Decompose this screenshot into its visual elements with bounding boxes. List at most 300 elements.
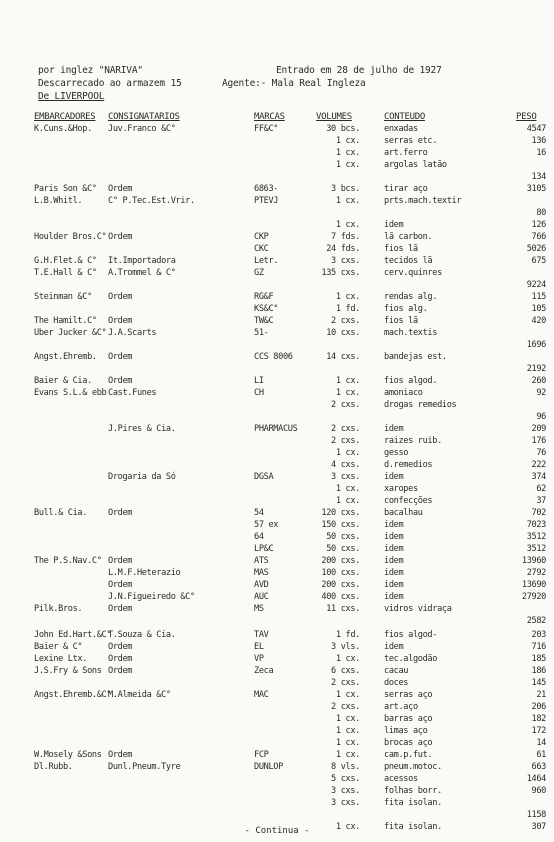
consignee-cell: Ordem: [108, 292, 133, 302]
consignee-cell: T.Souza & Cia.: [108, 630, 176, 640]
content-cell: confecções: [384, 496, 433, 506]
mark-cell: 64: [254, 532, 264, 542]
volume-cell: 10 cxs.: [326, 328, 360, 338]
weight-cell: 105: [531, 304, 546, 314]
table-row: [0, 364, 554, 375]
weight-cell: 115: [531, 292, 546, 302]
table-row: [0, 172, 554, 183]
table-row: [0, 580, 554, 591]
mark-cell: LP&C: [254, 544, 274, 554]
content-cell: vidros vidraça: [384, 604, 452, 614]
consignee-cell: Ordem: [108, 556, 133, 566]
table-row: [0, 316, 554, 327]
weight-cell: 80: [536, 208, 546, 218]
table-row: [0, 220, 554, 231]
volume-cell: 400 cxs.: [321, 592, 360, 602]
mark-cell: PTEVJ: [254, 196, 279, 206]
volume-cell: 1 cx.: [335, 196, 360, 206]
weight-cell: 182: [531, 714, 546, 724]
volume-cell: 1 cx.: [335, 738, 360, 748]
content-cell: tecidos lã: [384, 256, 433, 266]
volume-cell: 11 cxs.: [326, 604, 360, 614]
content-cell: idem: [384, 424, 404, 434]
weight-cell: 92: [536, 388, 546, 398]
weight-cell: 186: [531, 666, 546, 676]
mark-cell: CKC: [254, 244, 269, 254]
mark-cell: Zeca: [254, 666, 274, 676]
shipper-cell: Steinman &C°: [34, 292, 92, 302]
content-cell: acessos: [384, 774, 418, 784]
content-cell: d.remedios: [384, 460, 433, 470]
volume-cell: 150 cxs.: [321, 520, 360, 530]
mark-cell: VP: [254, 654, 264, 664]
mark-cell: 51-: [254, 328, 269, 338]
volume-cell: 1 cx.: [335, 496, 360, 506]
table-row: [0, 750, 554, 761]
table-row: [0, 702, 554, 713]
mark-cell: AUC: [254, 592, 269, 602]
table-row: [0, 544, 554, 555]
content-cell: cacau: [384, 666, 409, 676]
table-row: [0, 148, 554, 159]
shipper-cell: Uber Jucker &C°: [34, 328, 107, 338]
content-cell: raizes ruib.: [384, 436, 442, 446]
mark-cell: DUNLOP: [254, 762, 283, 772]
volume-cell: 200 cxs.: [321, 556, 360, 566]
mark-cell: GZ: [254, 268, 264, 278]
weight-cell: 27920: [521, 592, 546, 602]
mark-cell: RG&F: [254, 292, 274, 302]
content-cell: idem: [384, 580, 404, 590]
agent: Agente:- Mala Real Ingleza: [222, 78, 366, 89]
content-cell: fios lã: [384, 244, 418, 254]
weight-cell: 3105: [526, 184, 546, 194]
consignee-cell: J.Pires & Cia.: [108, 424, 176, 434]
weight-cell: 1696: [526, 340, 546, 350]
content-cell: art.ferro: [384, 148, 428, 158]
table-row: [0, 376, 554, 387]
weight-cell: 1158: [526, 810, 546, 820]
table-row: [0, 630, 554, 641]
consignee-cell: Ordem: [108, 666, 133, 676]
table-row: [0, 160, 554, 171]
shipper-cell: Baier & C°: [34, 642, 83, 652]
table-row: [0, 244, 554, 255]
volume-cell: 3 cxs.: [331, 786, 360, 796]
weight-cell: 172: [531, 726, 546, 736]
table-row: [0, 666, 554, 677]
table-row: [0, 762, 554, 773]
weight-cell: 176: [531, 436, 546, 446]
volume-cell: 24 fds.: [326, 244, 360, 254]
weight-cell: 13690: [521, 580, 546, 590]
consignee-cell: C° P.Tec.Est.Vrir.: [108, 196, 195, 206]
content-cell: pneum.motoc.: [384, 762, 442, 772]
weight-cell: 61: [536, 750, 546, 760]
weight-cell: 2792: [526, 568, 546, 578]
weight-cell: 260: [531, 376, 546, 386]
weight-cell: 185: [531, 654, 546, 664]
volume-cell: 4 cxs.: [331, 460, 360, 470]
content-cell: idem: [384, 556, 404, 566]
weight-cell: 7023: [526, 520, 546, 530]
weight-cell: 2192: [526, 364, 546, 374]
content-cell: idem: [384, 568, 404, 578]
col-consignees: CONSIGNATARIOS: [108, 112, 180, 122]
mark-cell: MS: [254, 604, 264, 614]
table-row: [0, 520, 554, 531]
content-cell: gesso: [384, 448, 409, 458]
content-cell: idem: [384, 472, 404, 482]
content-cell: tirar aço: [384, 184, 428, 194]
weight-cell: 145: [531, 678, 546, 688]
table-row: [0, 592, 554, 603]
content-cell: serras aço: [384, 690, 433, 700]
mark-cell: FF&C°: [254, 124, 279, 134]
table-row: [0, 424, 554, 435]
weight-cell: 960: [531, 786, 546, 796]
content-cell: idem: [384, 532, 404, 542]
consignee-cell: Ordem: [108, 352, 133, 362]
content-cell: drogas remedios: [384, 400, 457, 410]
content-cell: folhas borr.: [384, 786, 442, 796]
origin-port: De LIVERPOOL: [38, 91, 105, 102]
volume-cell: 8 vls.: [331, 762, 360, 772]
table-row: [0, 726, 554, 737]
volume-cell: 3 cxs.: [331, 472, 360, 482]
consignee-cell: Cast.Funes: [108, 388, 157, 398]
content-cell: limas aço: [384, 726, 428, 736]
weight-cell: 675: [531, 256, 546, 266]
shipper-cell: Paris Son &C°: [34, 184, 97, 194]
weight-cell: 76: [536, 448, 546, 458]
consignee-cell: Ordem: [108, 232, 133, 242]
col-shippers: EMBARCADORES: [34, 112, 96, 122]
weight-cell: 766: [531, 232, 546, 242]
volume-cell: 50 cxs.: [326, 544, 360, 554]
shipper-cell: J.S.Fry & Sons: [34, 666, 102, 676]
volume-cell: 2 cxs.: [331, 400, 360, 410]
volume-cell: 7 fds.: [331, 232, 360, 242]
volume-cell: 2 cxs.: [331, 678, 360, 688]
table-row: [0, 448, 554, 459]
volume-cell: 135 cxs.: [321, 268, 360, 278]
shipper-cell: Baier & Cia.: [34, 376, 92, 386]
volume-cell: 200 cxs.: [321, 580, 360, 590]
weight-cell: 307: [531, 822, 546, 832]
content-cell: idem: [384, 642, 404, 652]
table-row: [0, 136, 554, 147]
shipper-cell: L.B.Whitl.: [34, 196, 83, 206]
mark-cell: FCP: [254, 750, 269, 760]
volume-cell: 1 cx.: [335, 220, 360, 230]
consignee-cell: Ordem: [108, 580, 133, 590]
consignee-cell: It.Importadora: [108, 256, 176, 266]
table-row: [0, 642, 554, 653]
content-cell: idem: [384, 220, 404, 230]
table-row: [0, 810, 554, 821]
mark-cell: 54: [254, 508, 264, 518]
table-row: [0, 714, 554, 725]
weight-cell: 209: [531, 424, 546, 434]
table-row: [0, 508, 554, 519]
volume-cell: 3 cxs.: [331, 798, 360, 808]
volume-cell: 3 cxs.: [331, 256, 360, 266]
mark-cell: MAS: [254, 568, 269, 578]
table-row: [0, 184, 554, 195]
table-row: [0, 292, 554, 303]
shipper-cell: Angst.Ehremb.&C°: [34, 690, 112, 700]
table-row: [0, 412, 554, 423]
table-row: [0, 124, 554, 135]
weight-cell: 16: [536, 148, 546, 158]
col-marks: MARCAS: [254, 112, 285, 122]
consignee-cell: Ordem: [108, 604, 133, 614]
table-row: [0, 232, 554, 243]
weight-cell: 206: [531, 702, 546, 712]
weight-cell: 14: [536, 738, 546, 748]
weight-cell: 136: [531, 136, 546, 146]
table-row: [0, 532, 554, 543]
mark-cell: ATS: [254, 556, 269, 566]
table-row: [0, 774, 554, 785]
consignee-cell: Juv.Franco &C°: [108, 124, 176, 134]
shipper-cell: Dl.Rubb.: [34, 762, 73, 772]
shipper-cell: K.Cuns.&Hop.: [34, 124, 92, 134]
table-row: [0, 268, 554, 279]
volume-cell: 1 cx.: [335, 726, 360, 736]
content-cell: bacalhau: [384, 508, 423, 518]
table-row: [0, 352, 554, 363]
mark-cell: KS&C°: [254, 304, 279, 314]
weight-cell: 126: [531, 220, 546, 230]
content-cell: fios algod.: [384, 376, 438, 386]
table-row: [0, 604, 554, 615]
consignee-cell: A.Trommel & C°: [108, 268, 176, 278]
volume-cell: 120 cxs.: [321, 508, 360, 518]
weight-cell: 222: [531, 460, 546, 470]
weight-cell: 716: [531, 642, 546, 652]
warehouse: Descarrecado ao armazem 15: [38, 78, 182, 89]
shipper-cell: Angst.Ehremb.: [34, 352, 97, 362]
volume-cell: 1 cx.: [335, 448, 360, 458]
volume-cell: 2 cxs.: [331, 436, 360, 446]
content-cell: idem: [384, 520, 404, 530]
content-cell: doces: [384, 678, 409, 688]
table-row: [0, 400, 554, 411]
consignee-cell: Ordem: [108, 376, 133, 386]
shipper-cell: Houlder Bros.C°: [34, 232, 107, 242]
mark-cell: PHARMACUS: [254, 424, 298, 434]
content-cell: rendas alg.: [384, 292, 438, 302]
content-cell: mach.textis: [384, 328, 438, 338]
mark-cell: LI: [254, 376, 264, 386]
shipper-cell: The P.S.Nav.C°: [34, 556, 102, 566]
volume-cell: 1 cx.: [335, 136, 360, 146]
table-row: [0, 738, 554, 749]
mark-cell: DGSA: [254, 472, 274, 482]
col-contents: CONTEUDO: [384, 112, 425, 122]
content-cell: art.aço: [384, 702, 418, 712]
table-row: [0, 484, 554, 495]
table-row: [0, 388, 554, 399]
consignee-cell: M.Almeida &C°: [108, 690, 171, 700]
content-cell: cam.p.fut.: [384, 750, 433, 760]
table-row: [0, 678, 554, 689]
consignee-cell: Drogaria da Só: [108, 472, 176, 482]
shipper-cell: Lexine Ltx.: [34, 654, 88, 664]
shipper-cell: G.H.Flet.& C°: [34, 256, 97, 266]
weight-cell: 21: [536, 690, 546, 700]
table-row: [0, 786, 554, 797]
content-cell: idem: [384, 544, 404, 554]
volume-cell: 2 cxs.: [331, 316, 360, 326]
mark-cell: AVD: [254, 580, 269, 590]
weight-cell: 702: [531, 508, 546, 518]
shipper-cell: Pilk.Bros.: [34, 604, 83, 614]
volume-cell: 100 cxs.: [321, 568, 360, 578]
content-cell: fios lã: [384, 316, 418, 326]
consignee-cell: Ordem: [108, 750, 133, 760]
consignee-cell: Ordem: [108, 316, 133, 326]
content-cell: tec.algodão: [384, 654, 438, 664]
weight-cell: 134: [531, 172, 546, 182]
volume-cell: 1 cx.: [335, 654, 360, 664]
consignee-cell: Ordem: [108, 654, 133, 664]
volume-cell: 3 vls.: [331, 642, 360, 652]
consignee-cell: Dunl.Pneum.Tyre: [108, 762, 181, 772]
shipper-cell: Evans S.L.& ebb: [34, 388, 107, 398]
volume-cell: 1 cx.: [335, 822, 360, 832]
weight-cell: 13960: [521, 556, 546, 566]
content-cell: cerv.quinres: [384, 268, 442, 278]
volume-cell: 5 cxs.: [331, 774, 360, 784]
consignee-cell: Ordem: [108, 184, 133, 194]
mark-cell: 57 ex: [254, 520, 279, 530]
content-cell: xaropes: [384, 484, 418, 494]
volume-cell: 50 cxs.: [326, 532, 360, 542]
col-weight: PESO: [516, 112, 537, 122]
weight-cell: 2582: [526, 616, 546, 626]
mark-cell: TW&C: [254, 316, 274, 326]
table-row: [0, 196, 554, 207]
table-row: [0, 328, 554, 339]
volume-cell: 1 cx.: [335, 750, 360, 760]
weight-cell: 203: [531, 630, 546, 640]
volume-cell: 1 cx.: [335, 292, 360, 302]
weight-cell: 37: [536, 496, 546, 506]
volume-cell: 3 bcs.: [331, 184, 360, 194]
weight-cell: 9224: [526, 280, 546, 290]
table-row: [0, 304, 554, 315]
content-cell: idem: [384, 592, 404, 602]
mark-cell: CKP: [254, 232, 269, 242]
volume-cell: 30 bcs.: [326, 124, 360, 134]
consignee-cell: L.M.F.Heterazio: [108, 568, 181, 578]
content-cell: barras aço: [384, 714, 433, 724]
table-row: [0, 472, 554, 483]
volume-cell: 2 cxs.: [331, 702, 360, 712]
content-cell: fios algod-: [384, 630, 438, 640]
weight-cell: 3512: [526, 544, 546, 554]
volume-cell: 1 cx.: [335, 160, 360, 170]
weight-cell: 62: [536, 484, 546, 494]
col-volumes: VOLUMES: [316, 112, 352, 122]
content-cell: brocas aço: [384, 738, 433, 748]
content-cell: fita isolan.: [384, 798, 442, 808]
table-row: [0, 496, 554, 507]
table-row: [0, 436, 554, 447]
continues-note: - Continua -: [244, 826, 310, 836]
content-cell: lã carbon.: [384, 232, 433, 242]
volume-cell: 14 cxs.: [326, 352, 360, 362]
mark-cell: CH: [254, 388, 264, 398]
content-cell: fita isolan.: [384, 822, 442, 832]
content-cell: fios alg.: [384, 304, 428, 314]
shipper-cell: T.E.Hall & C°: [34, 268, 97, 278]
mark-cell: 6863-: [254, 184, 279, 194]
arrival-date: Entrado em 28 de julho de 1927: [276, 65, 442, 76]
volume-cell: 2 cxs.: [331, 424, 360, 434]
table-row: [0, 256, 554, 267]
mark-cell: TAV: [254, 630, 269, 640]
content-cell: prts.mach.textir: [384, 196, 462, 206]
volume-cell: 1 fd.: [335, 630, 360, 640]
ship-name: por inglez "NARIVA": [38, 65, 143, 76]
shipper-cell: The Hamilt.C°: [34, 316, 97, 326]
volume-cell: 1 cx.: [335, 714, 360, 724]
volume-cell: 1 cx.: [335, 148, 360, 158]
weight-cell: 1464: [526, 774, 546, 784]
shipper-cell: John Ed.Hart.&C°: [34, 630, 112, 640]
weight-cell: 4547: [526, 124, 546, 134]
shipper-cell: W.Mosely &Sons: [34, 750, 102, 760]
table-row: [0, 568, 554, 579]
volume-cell: 1 cx.: [335, 376, 360, 386]
volume-cell: 6 cxs.: [331, 666, 360, 676]
table-row: [0, 616, 554, 627]
consignee-cell: Ordem: [108, 508, 133, 518]
weight-cell: 96: [536, 412, 546, 422]
table-row: [0, 654, 554, 665]
mark-cell: EL: [254, 642, 264, 652]
weight-cell: 420: [531, 316, 546, 326]
table-row: [0, 208, 554, 219]
content-cell: serras etc.: [384, 136, 438, 146]
table-row: [0, 460, 554, 471]
consignee-cell: J.N.Figueiredo &C°: [108, 592, 195, 602]
mark-cell: Letr.: [254, 256, 279, 266]
table-row: [0, 798, 554, 809]
weight-cell: 663: [531, 762, 546, 772]
mark-cell: CCS 8006: [254, 352, 293, 362]
shipper-cell: Bull.& Cia.: [34, 508, 88, 518]
mark-cell: MAC: [254, 690, 269, 700]
weight-cell: 3512: [526, 532, 546, 542]
weight-cell: 5026: [526, 244, 546, 254]
table-row: [0, 340, 554, 351]
weight-cell: 374: [531, 472, 546, 482]
content-cell: bandejas est.: [384, 352, 447, 362]
content-cell: enxadas: [384, 124, 418, 134]
table-row: [0, 556, 554, 567]
volume-cell: 1 cx.: [335, 388, 360, 398]
volume-cell: 1 cx.: [335, 484, 360, 494]
consignee-cell: Ordem: [108, 642, 133, 652]
table-row: [0, 280, 554, 291]
consignee-cell: J.A.Scarts: [108, 328, 157, 338]
content-cell: argolas latão: [384, 160, 447, 170]
